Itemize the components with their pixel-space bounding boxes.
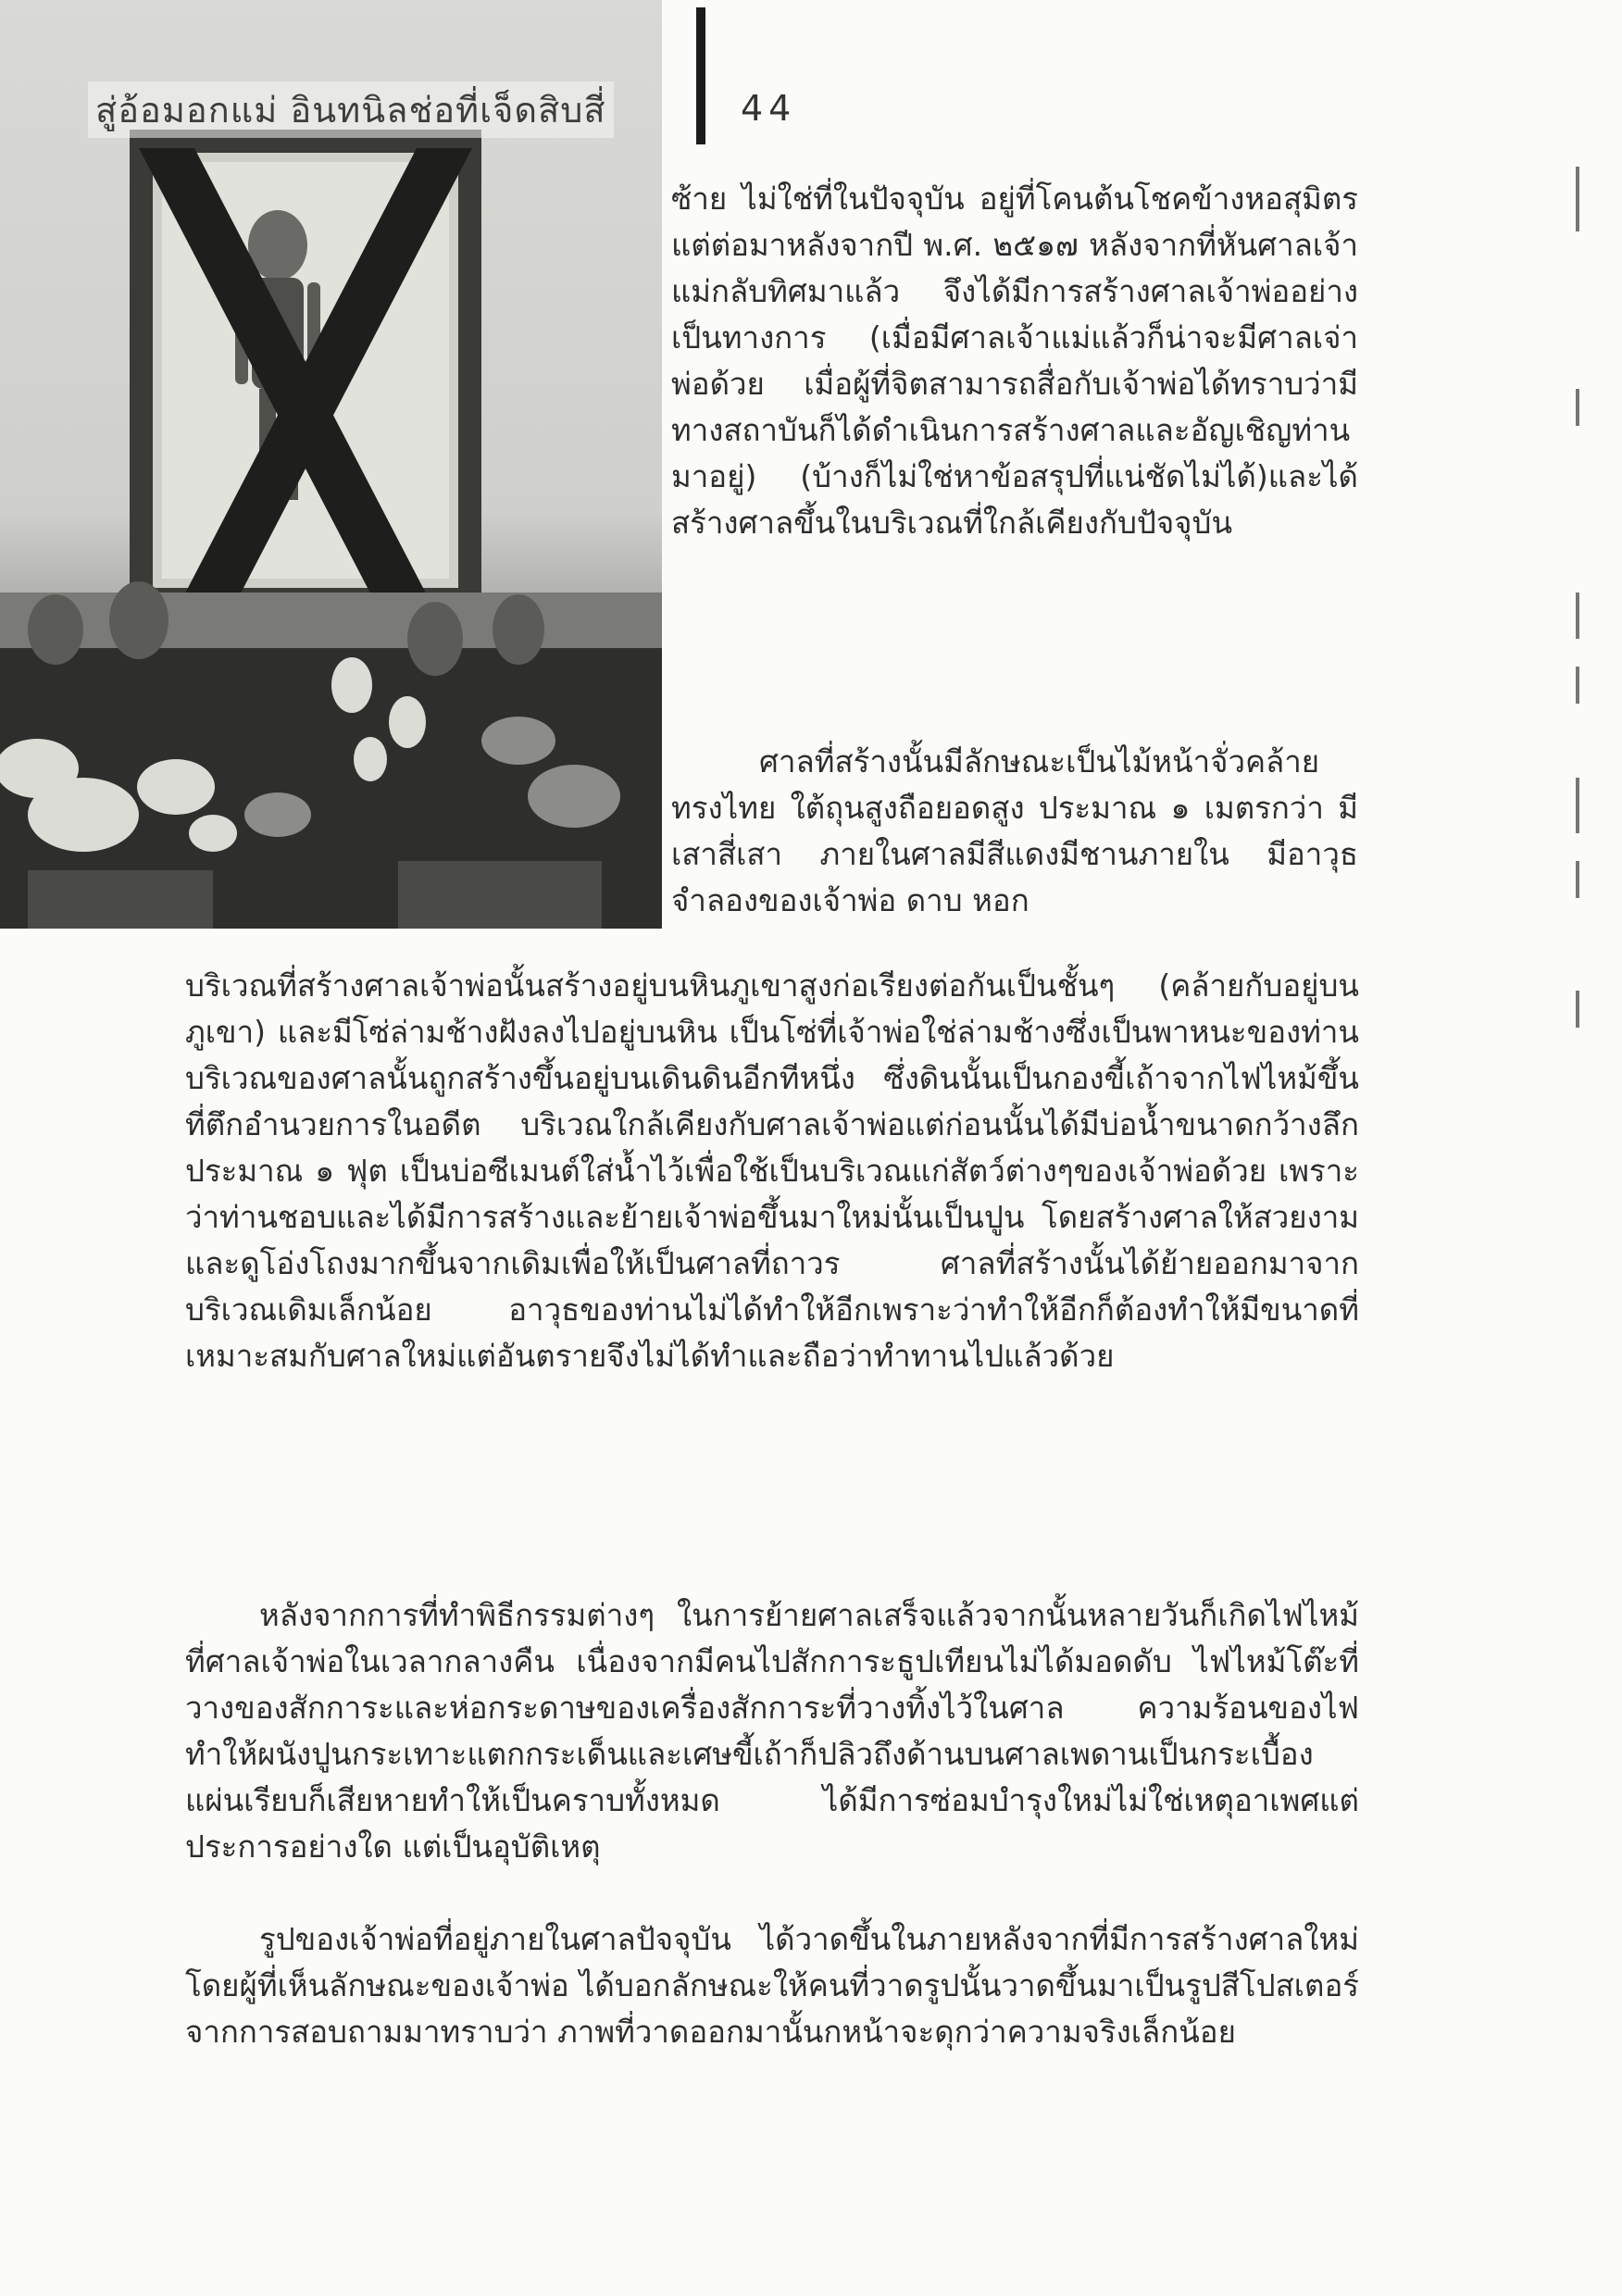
paragraph-3: บริเวณที่สร้างศาลเจ้าพ่อนั้นสร้างอยู่บนหินภูเขาสูงก่อเรียงต่อกันเป็นชั้นๆ (คล้ายกับอยู่บนภูเขา) และมีโซ่ล่ามช้างฝังลงไปอยู่บนหิน เป็นโซ่ที่เจ้าพ่อใช่ล่ามช้างซึ่งเป็นพาหนะของท่าน บริเวณของศาลนั้นถูกสร้างขึ้นอยู่บนเดินดินอีกทีหนึ่ง ซึ่งดินนั้นเป็นกองขี้เถ้าจากไฟไหม้ขึ้นที่ตึกอำนวยการในอดีต บริเวณใกล้เคียงกับศาลเจ้าพ่อแต่ก่อนนั้นได้มีบ่อน้ำขนาดกว้างลึกประมาณ ๑ ฟุต เป็นบ่อซีเมนต์ใส่น้ำไว้เพื่อใช้เป็นบริเวณแก่สัตว์ต่างๆของเจ้าพ่อด้วย เพราะว่าท่านชอบและได้มีการสร้างและย้ายเจ้าพ่อขึ้นมาใหม่นั้นเป็นปูน โดยสร้างศาลให้สวยงามและดูโอ่งโถงมากขึ้นจากเดิมเพื่อให้เป็นศาลที่ถาวร ศาลที่สร้างนั้นได้ย้ายออกมาจากบริเวณเดิมเล็กน้อย อาวุธของท่านไม่ได้ทำให้อีกเพราะว่าทำให้อีกก็ต้องทำให้มีขนาดที่เหมาะสมกับศาลใหม่แต่อันตรายจึงไม่ได้ทำและถือว่าทำทานไปแล้วด้วย [185,967,1359,1374]
shrine-photo-graphic [0,0,662,929]
header-rule [696,7,705,144]
paragraph-5: รูปของเจ้าพ่อที่อยู่ภายในศาลปัจจุบัน ได้วาดขึ้นในภายหลังจากที่มีการสร้างศาลใหม่ โดยผู้ที่เห็นลักษณะของเจ้าพ่อ ได้บอกลักษณะให้คนที่วาดรูปนั้นวาดขึ้นมาเป็นรูปสีโปสเตอร์ จากการสอบถามมาทราบว่า ภาพที่วาดออกมานั้นกหน้าจะดุกว่าความจริงเล็กน้อย [185,1921,1359,2050]
scan-edge-mark [1576,778,1579,833]
paragraph-4: หลังจากการที่ทำพิธีกรรมต่างๆ ในการย้ายศาลเสร็จแล้วจากนั้นหลายวันก็เกิดไฟไหม้ที่ศาลเจ้าพ่อในเวลากลางคืน เนื่องจากมีคนไปสักการะธูปเทียนไม่ได้มอดดับ ไฟไหม้โต๊ะที่วางของสักการะและห่อกระดาษของเครื่องสักการะที่วางทิ้งไว้ในศาล ความร้อนของไฟทำให้ผนังปูนกระเทาะแตกกระเด็นและเศษขี้เถ้าก็ปลิวถึงด้านบนศาลเพดานเป็นกระเบื้องแผ่นเรียบก็เสียหายทำให้เป็นคราบทั้งหมด ได้มีการซ่อมบำรุงใหม่ไม่ใช่เหตุอาเพศแต่ประการอย่างใด แต่เป็นอุบัติเหตุ [185,1597,1359,1865]
scan-edge-mark [1576,667,1579,704]
scan-edge-mark [1576,593,1579,639]
book-title: สู่อ้อมอกแม่ อินทนิลช่อที่เจ็ดสิบสี่ [88,81,614,138]
scan-edge-mark [1576,861,1579,898]
page-number: 44 [741,88,797,129]
paragraph-2: ศาลที่สร้างนั้นมีลักษณะเป็นไม้หน้าจั่วคล้ายทรงไทย ใต้ถุนสูงถือยอดสูง ประมาณ ๑ เมตรกว่า มีเสาสี่เสา ภายในศาลมีสีแดงมีชานภายใน มีอาวุธจำลองของเจ้าพ่อ ดาบ หอก [671,743,1358,918]
paragraph-1: ซ้าย ไม่ใช่ที่ในปัจจุบัน อยู่ที่โคนต้นโชคข้างหอสุมิตร แต่ต่อมาหลังจากปี พ.ศ. ๒๕๑๗ หลังจากที่หันศาลเจ้าแม่กลับทิศมาแล้ว จึงได้มีการสร้างศาลเจ้าพ่ออย่างเป็นทางการ (เมื่อมีศาลเจ้าแม่แล้วก็น่าจะมีศาลเจ่าพ่อด้วย เมื่อผู้ที่จิตสามารถสื่อกับเจ้าพ่อได้ทราบว่ามี ทางสถาบันก็ได้ดำเนินการสร้างศาลและอัญเชิญท่านมาอยู่) (บ้างก็ไม่ใช่หาข้อสรุปที่แน่ชัดไม่ได้)และได้สร้างศาลขึ้นในบริเวณที่ใกล้เคียงกับปัจจุบัน [671,181,1358,541]
running-header [88,81,680,137]
shrine-photo [0,0,662,929]
scan-edge-mark [1576,389,1579,426]
scan-edge-mark [1576,167,1579,231]
scan-edge-mark [1576,991,1579,1028]
